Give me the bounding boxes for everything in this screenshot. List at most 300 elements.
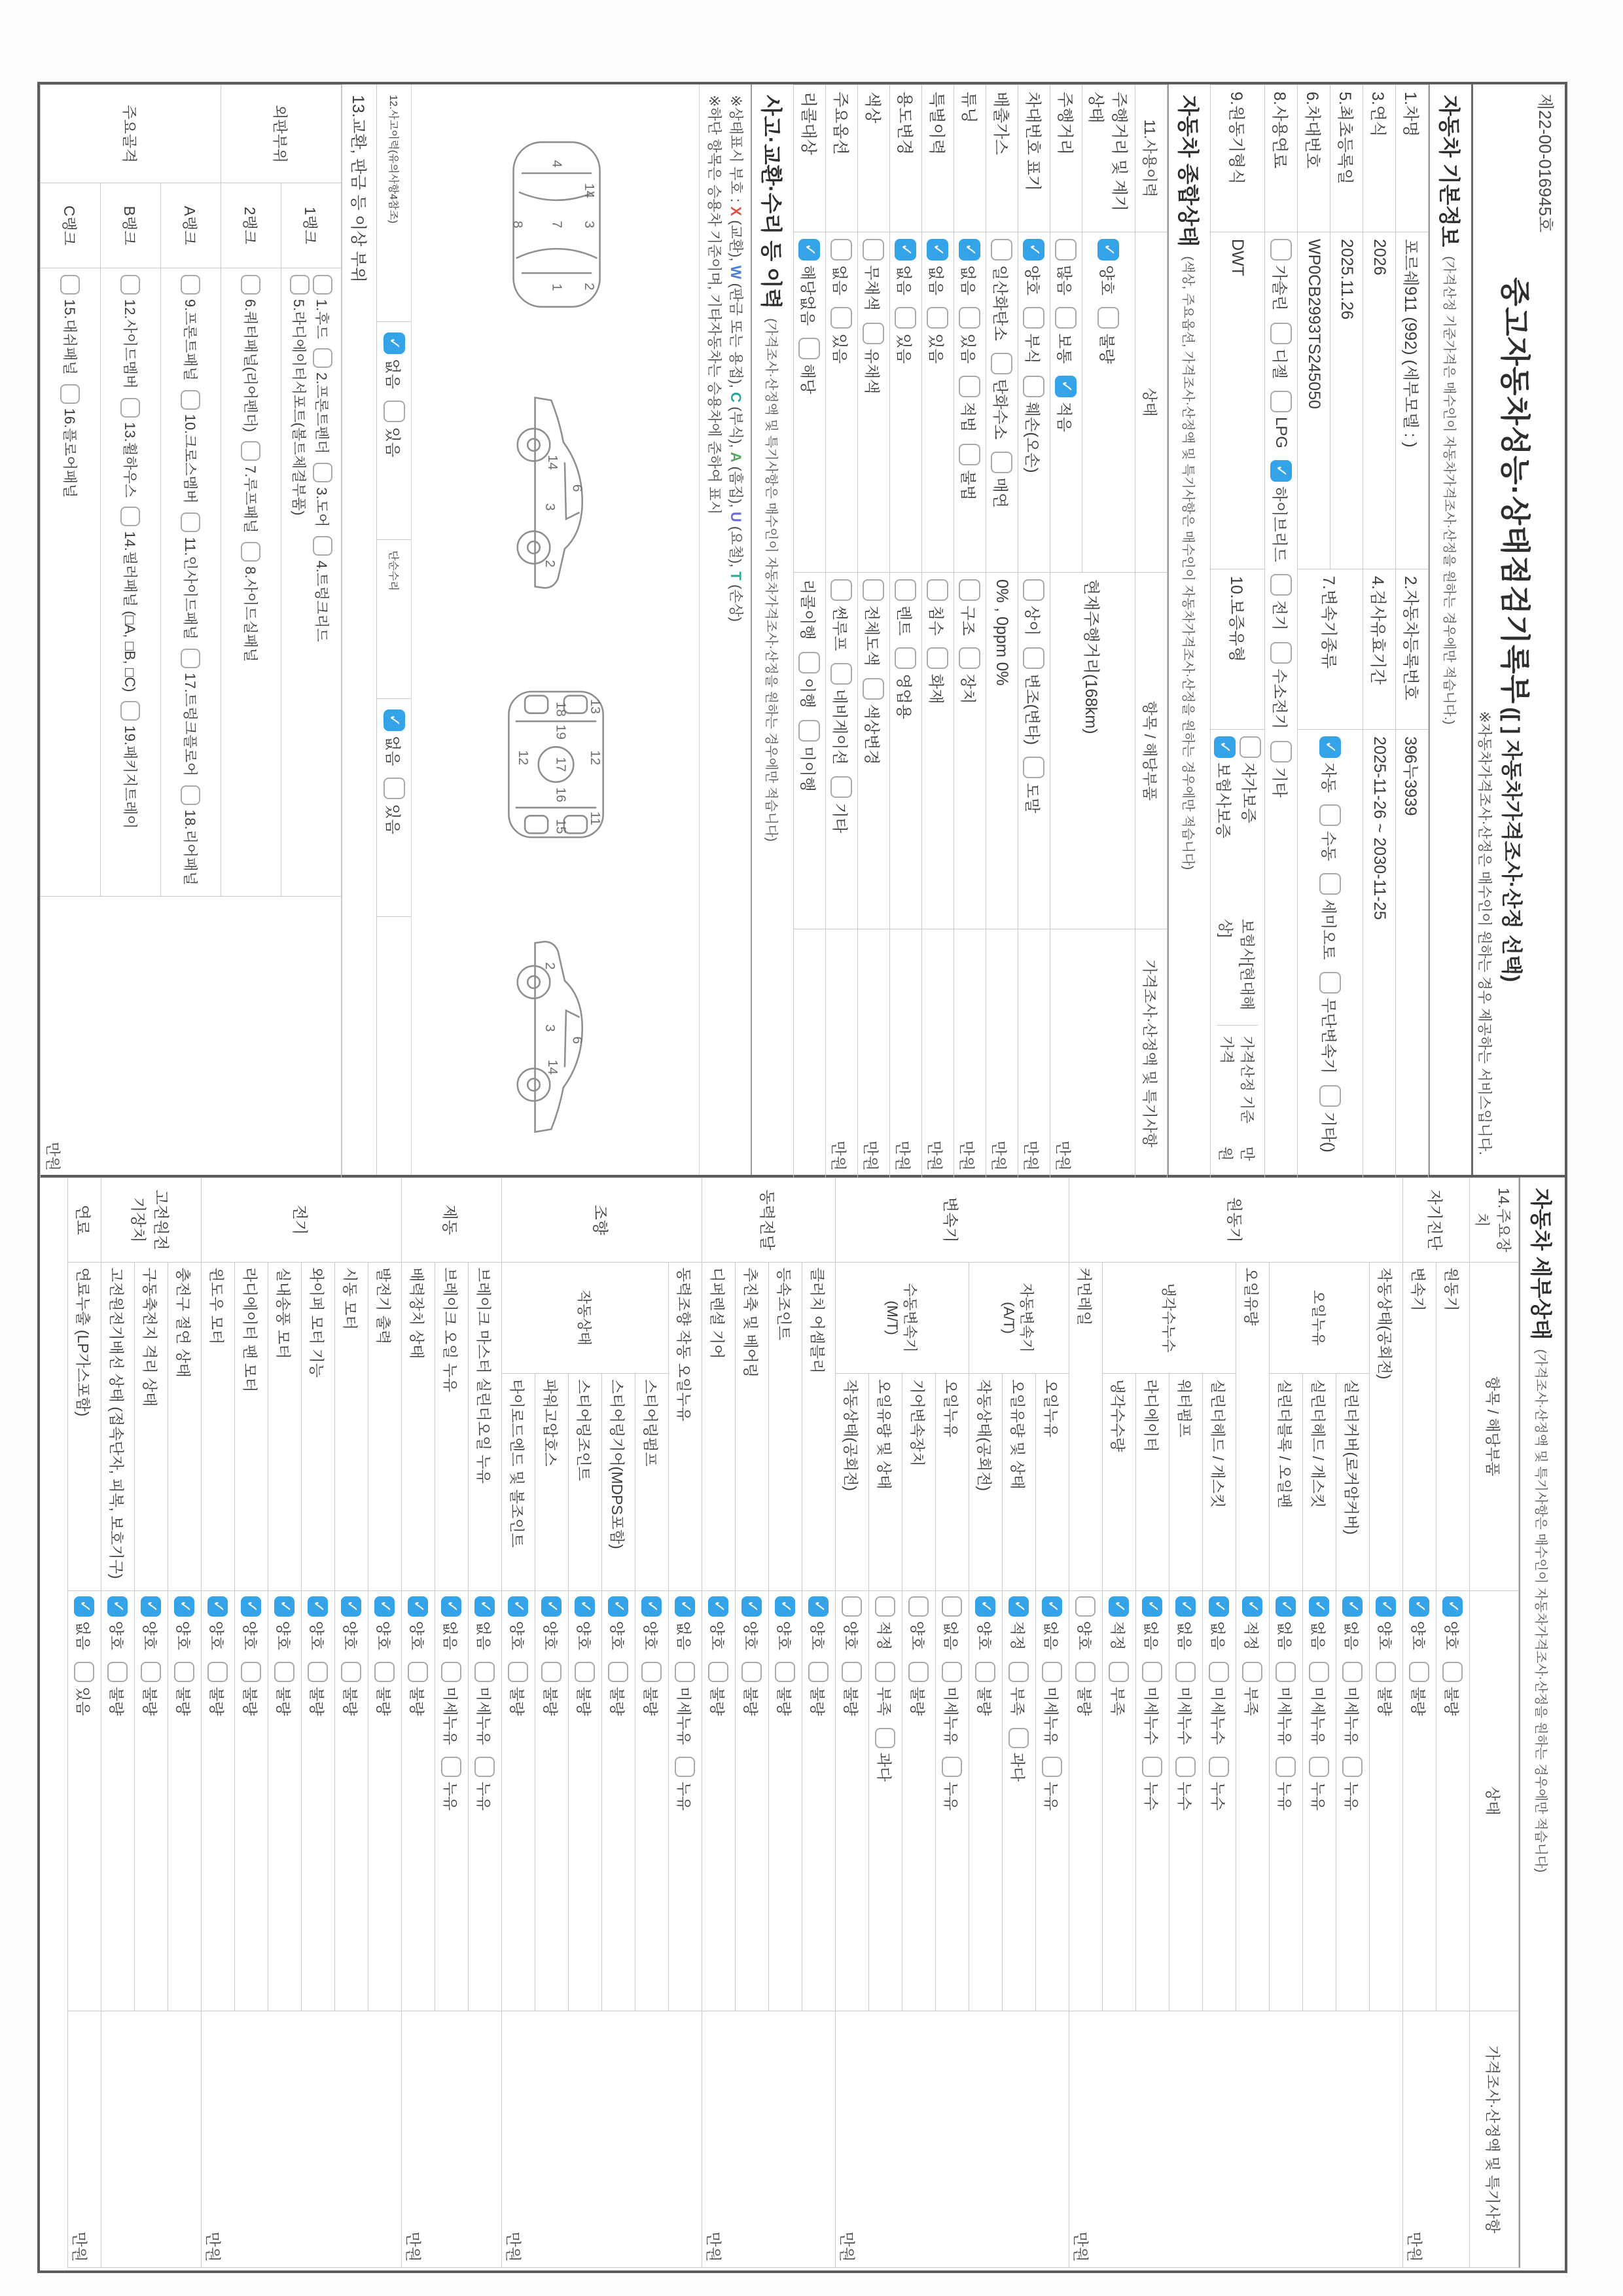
checkbox-option[interactable] [181,275,201,381]
unchecked-checkbox-icon[interactable] [408,1662,429,1682]
unchecked-checkbox-icon[interactable] [1043,1662,1063,1682]
unchecked-checkbox-icon[interactable] [75,1662,95,1682]
checkbox-option[interactable] [1270,323,1293,379]
unchecked-checkbox-icon[interactable] [895,307,916,329]
checked-checkbox-icon[interactable] [1055,376,1077,397]
checked-checkbox-icon[interactable] [976,1596,996,1617]
checkbox-option[interactable] [181,390,201,504]
unchecked-checkbox-icon[interactable] [1343,1757,1363,1777]
checkbox-option[interactable] [120,398,141,498]
checkbox-option[interactable] [1319,1085,1342,1152]
checkbox-option[interactable] [958,307,981,363]
checkbox-option[interactable] [675,1757,696,1810]
checkbox-option[interactable] [1008,1596,1030,1650]
checkbox-option[interactable] [1022,307,1045,363]
unchecked-checkbox-icon[interactable] [1209,1757,1230,1777]
checkbox-option[interactable] [241,1662,262,1715]
checkbox-option[interactable] [1376,1662,1397,1715]
checkbox-option[interactable] [1270,642,1293,729]
checkbox-option[interactable] [641,1662,663,1715]
checkbox-option[interactable] [60,275,80,375]
unchecked-checkbox-icon[interactable] [1097,307,1119,329]
unchecked-checkbox-icon[interactable] [1055,307,1077,329]
unchecked-checkbox-icon[interactable] [108,1662,128,1682]
unchecked-checkbox-icon[interactable] [1270,391,1292,412]
unchecked-checkbox-icon[interactable] [1343,1662,1363,1682]
unchecked-checkbox-icon[interactable] [1055,239,1077,260]
checkbox-option[interactable] [1175,1662,1197,1745]
unchecked-checkbox-icon[interactable] [375,1662,395,1682]
checked-checkbox-icon[interactable] [1214,736,1236,758]
checkbox-option[interactable] [830,307,853,363]
checkbox-option[interactable] [675,1662,696,1745]
unchecked-checkbox-icon[interactable] [1276,1757,1296,1777]
unchecked-checkbox-icon[interactable] [1209,1662,1230,1682]
checkbox-option[interactable] [313,275,333,339]
checkbox-option[interactable] [675,1596,696,1650]
checkbox-option[interactable] [1142,1596,1164,1650]
unchecked-checkbox-icon[interactable] [830,307,852,329]
checked-checkbox-icon[interactable] [275,1596,295,1617]
unchecked-checkbox-icon[interactable] [927,307,948,329]
checkbox-option[interactable] [1239,736,1262,823]
unchecked-checkbox-icon[interactable] [1310,1757,1330,1777]
checked-checkbox-icon[interactable] [75,1596,95,1617]
unchecked-checkbox-icon[interactable] [121,701,141,721]
checkbox-option[interactable] [958,579,981,636]
checkbox-option[interactable] [990,239,1013,341]
checkbox-option[interactable] [74,1596,96,1650]
checkbox-option[interactable] [830,579,853,651]
checkbox-option[interactable] [74,1662,96,1715]
unchecked-checkbox-icon[interactable] [290,275,310,295]
checkbox-option[interactable] [575,1662,596,1715]
checked-checkbox-icon[interactable] [1109,1596,1130,1617]
checkbox-option[interactable] [1022,376,1045,473]
unchecked-checkbox-icon[interactable] [876,1728,896,1748]
checkbox-option[interactable] [474,1662,496,1745]
checkbox-option[interactable] [1270,574,1293,630]
checkbox-option[interactable] [241,441,261,533]
checkbox-option[interactable] [141,1596,162,1650]
checkbox-option[interactable] [1242,1596,1264,1650]
unchecked-checkbox-icon[interactable] [876,1596,896,1617]
unchecked-checkbox-icon[interactable] [342,1662,362,1682]
checkbox-option[interactable] [1054,239,1077,295]
unchecked-checkbox-icon[interactable] [1023,376,1044,397]
checkbox-option[interactable] [708,1596,730,1650]
checkbox-option[interactable] [1042,1596,1063,1650]
checkbox-option[interactable] [798,338,821,394]
checkbox-option[interactable] [798,239,821,326]
unchecked-checkbox-icon[interactable] [1109,1662,1130,1682]
checkbox-option[interactable] [1275,1662,1297,1745]
checked-checkbox-icon[interactable] [442,1596,462,1617]
unchecked-checkbox-icon[interactable] [830,663,852,685]
unchecked-checkbox-icon[interactable] [1276,1662,1296,1682]
unchecked-checkbox-icon[interactable] [1270,323,1292,344]
checked-checkbox-icon[interactable] [809,1596,829,1617]
checkbox-option[interactable] [808,1596,830,1650]
unchecked-checkbox-icon[interactable] [1410,1662,1430,1682]
checkbox-option[interactable] [120,507,141,692]
checked-checkbox-icon[interactable] [642,1596,662,1617]
checkbox-option[interactable] [1319,736,1342,793]
checked-checkbox-icon[interactable] [1443,1596,1463,1617]
checkbox-option[interactable] [1275,1757,1297,1810]
checked-checkbox-icon[interactable] [342,1596,362,1617]
unchecked-checkbox-icon[interactable] [1243,1662,1263,1682]
checked-checkbox-icon[interactable] [776,1596,796,1617]
checkbox-option[interactable] [958,444,981,500]
checkbox-option[interactable] [1242,1662,1264,1715]
unchecked-checkbox-icon[interactable] [61,275,80,295]
checkbox-option[interactable] [241,1596,262,1650]
unchecked-checkbox-icon[interactable] [1319,1085,1341,1107]
checkbox-option[interactable] [708,1662,730,1715]
checkbox-option[interactable] [181,512,201,639]
checkbox-option[interactable] [608,1596,630,1650]
unchecked-checkbox-icon[interactable] [542,1662,562,1682]
checkbox-option[interactable] [1175,1757,1197,1810]
checkbox-option[interactable] [830,239,853,295]
unchecked-checkbox-icon[interactable] [709,1662,729,1682]
unchecked-checkbox-icon[interactable] [1023,579,1044,601]
unchecked-checkbox-icon[interactable] [830,776,852,798]
unchecked-checkbox-icon[interactable] [959,307,980,329]
checkbox-option[interactable] [908,1662,930,1715]
unchecked-checkbox-icon[interactable] [1009,1728,1029,1748]
checked-checkbox-icon[interactable] [1023,239,1044,260]
checked-checkbox-icon[interactable] [798,239,820,260]
checkbox-option[interactable] [313,463,333,527]
checkbox-option[interactable] [181,785,201,886]
checkbox-option[interactable] [1319,804,1342,861]
unchecked-checkbox-icon[interactable] [241,1662,262,1682]
checkbox-option[interactable] [875,1596,897,1650]
checked-checkbox-icon[interactable] [742,1596,762,1617]
unchecked-checkbox-icon[interactable] [909,1662,929,1682]
checkbox-option[interactable] [1075,1596,1097,1650]
unchecked-checkbox-icon[interactable] [175,1662,195,1682]
checkbox-option[interactable] [830,776,853,833]
unchecked-checkbox-icon[interactable] [1176,1757,1196,1777]
checked-checkbox-icon[interactable] [175,1596,195,1617]
unchecked-checkbox-icon[interactable] [927,647,948,669]
unchecked-checkbox-icon[interactable] [241,542,261,562]
checkbox-option[interactable] [1109,1662,1130,1715]
checkbox-option[interactable] [842,1662,863,1715]
checkbox-option[interactable] [775,1662,796,1715]
unchecked-checkbox-icon[interactable] [675,1662,696,1682]
unchecked-checkbox-icon[interactable] [1270,574,1292,596]
unchecked-checkbox-icon[interactable] [942,1662,963,1682]
checked-checkbox-icon[interactable] [1319,736,1341,758]
checkbox-option[interactable] [174,1596,196,1650]
unchecked-checkbox-icon[interactable] [1076,1596,1096,1617]
checkbox-option[interactable] [990,353,1013,440]
checkbox-option[interactable] [862,678,885,765]
checkbox-option[interactable] [341,1596,363,1650]
unchecked-checkbox-icon[interactable] [798,338,820,359]
checkbox-option[interactable] [1097,307,1120,363]
checkbox-option[interactable] [1270,239,1293,311]
unchecked-checkbox-icon[interactable] [863,678,884,700]
checkbox-option[interactable] [926,307,949,363]
checked-checkbox-icon[interactable] [1343,1596,1363,1617]
checkbox-option[interactable] [1342,1757,1364,1810]
unchecked-checkbox-icon[interactable] [121,398,141,418]
checkbox-option[interactable] [141,1662,162,1715]
unchecked-checkbox-icon[interactable] [742,1662,762,1682]
unchecked-checkbox-icon[interactable] [141,1662,162,1682]
checked-checkbox-icon[interactable] [1097,239,1119,260]
unchecked-checkbox-icon[interactable] [508,1662,529,1682]
unchecked-checkbox-icon[interactable] [241,275,261,295]
checkbox-option[interactable] [313,536,333,642]
unchecked-checkbox-icon[interactable] [809,1662,829,1682]
checkbox-option[interactable] [1175,1596,1197,1650]
checkbox-option[interactable] [541,1596,563,1650]
unchecked-checkbox-icon[interactable] [1143,1757,1163,1777]
checkbox-option[interactable] [383,332,406,389]
checked-checkbox-icon[interactable] [709,1596,729,1617]
unchecked-checkbox-icon[interactable] [1076,1662,1096,1682]
unchecked-checkbox-icon[interactable] [313,348,332,368]
checkbox-option[interactable] [741,1662,763,1715]
checkbox-option[interactable] [958,647,981,704]
checked-checkbox-icon[interactable] [141,1596,162,1617]
unchecked-checkbox-icon[interactable] [1319,873,1341,895]
checkbox-option[interactable] [798,720,821,792]
unchecked-checkbox-icon[interactable] [959,376,980,397]
unchecked-checkbox-icon[interactable] [181,275,201,295]
checkbox-option[interactable] [1409,1596,1431,1650]
checkbox-option[interactable] [1213,736,1236,838]
checkbox-option[interactable] [1042,1662,1063,1745]
checked-checkbox-icon[interactable] [1276,1596,1296,1617]
checkbox-option[interactable] [1109,1596,1130,1650]
checkbox-option[interactable] [862,579,885,666]
unchecked-checkbox-icon[interactable] [1176,1662,1196,1682]
checkbox-option[interactable] [408,1596,429,1650]
checked-checkbox-icon[interactable] [108,1596,128,1617]
unchecked-checkbox-icon[interactable] [1143,1662,1163,1682]
checkbox-option[interactable] [308,1596,329,1650]
checked-checkbox-icon[interactable] [475,1596,495,1617]
checked-checkbox-icon[interactable] [383,332,405,354]
unchecked-checkbox-icon[interactable] [991,239,1012,260]
checkbox-option[interactable] [958,376,981,432]
checkbox-option[interactable] [1275,1596,1297,1650]
checkbox-option[interactable] [474,1596,496,1650]
checkbox-option[interactable] [383,401,406,457]
checkbox-option[interactable] [1309,1596,1330,1650]
unchecked-checkbox-icon[interactable] [275,1662,295,1682]
checkbox-option[interactable] [441,1757,463,1810]
unchecked-checkbox-icon[interactable] [383,401,405,422]
unchecked-checkbox-icon[interactable] [1023,647,1044,669]
unchecked-checkbox-icon[interactable] [927,579,948,601]
unchecked-checkbox-icon[interactable] [909,1596,929,1617]
unchecked-checkbox-icon[interactable] [475,1757,495,1777]
checkbox-option[interactable] [875,1662,897,1715]
checkbox-option[interactable] [1022,579,1045,636]
checked-checkbox-icon[interactable] [1243,1596,1263,1617]
checkbox-option[interactable] [60,384,80,498]
unchecked-checkbox-icon[interactable] [895,579,916,601]
checkbox-option[interactable] [383,778,406,834]
checked-checkbox-icon[interactable] [1410,1596,1430,1617]
checkbox-option[interactable] [1319,972,1342,1074]
checkbox-option[interactable] [441,1662,463,1745]
checkbox-option[interactable] [926,579,949,636]
unchecked-checkbox-icon[interactable] [181,390,201,410]
checkbox-option[interactable] [1142,1757,1164,1810]
checked-checkbox-icon[interactable] [408,1596,429,1617]
checked-checkbox-icon[interactable] [1376,1596,1397,1617]
checked-checkbox-icon[interactable] [508,1596,529,1617]
unchecked-checkbox-icon[interactable] [942,1757,963,1777]
checkbox-option[interactable] [1309,1757,1330,1810]
checkbox-option[interactable] [1442,1662,1464,1715]
checkbox-option[interactable] [1075,1662,1097,1715]
checkbox-option[interactable] [894,239,917,295]
checked-checkbox-icon[interactable] [959,239,980,260]
checkbox-option[interactable] [862,239,885,311]
unchecked-checkbox-icon[interactable] [863,239,884,260]
checkbox-option[interactable] [894,647,917,719]
checkbox-option[interactable] [830,663,853,765]
unchecked-checkbox-icon[interactable] [383,778,405,799]
unchecked-checkbox-icon[interactable] [575,1662,596,1682]
checkbox-option[interactable] [1054,376,1077,432]
checkbox-option[interactable] [1270,391,1292,448]
unchecked-checkbox-icon[interactable] [642,1662,662,1682]
unchecked-checkbox-icon[interactable] [675,1757,696,1777]
unchecked-checkbox-icon[interactable] [308,1662,329,1682]
unchecked-checkbox-icon[interactable] [1319,804,1341,826]
checkbox-option[interactable] [1042,1757,1063,1810]
checkbox-option[interactable] [341,1662,363,1715]
checkbox-option[interactable] [541,1662,563,1715]
checkbox-option[interactable] [508,1596,529,1650]
unchecked-checkbox-icon[interactable] [61,384,80,404]
checked-checkbox-icon[interactable] [1270,460,1292,482]
unchecked-checkbox-icon[interactable] [1310,1662,1330,1682]
checkbox-option[interactable] [120,701,141,829]
checked-checkbox-icon[interactable] [575,1596,596,1617]
unchecked-checkbox-icon[interactable] [1443,1662,1463,1682]
unchecked-checkbox-icon[interactable] [976,1662,996,1682]
checkbox-option[interactable] [894,307,917,363]
checkbox-option[interactable] [1097,239,1120,295]
unchecked-checkbox-icon[interactable] [181,649,201,668]
checkbox-option[interactable] [808,1662,830,1715]
checkbox-option[interactable] [207,1596,229,1650]
unchecked-checkbox-icon[interactable] [442,1662,462,1682]
checkbox-option[interactable] [958,239,981,295]
checkbox-option[interactable] [1342,1596,1364,1650]
unchecked-checkbox-icon[interactable] [942,1596,963,1617]
checkbox-option[interactable] [1209,1757,1230,1810]
checkbox-option[interactable] [1008,1728,1030,1782]
checkbox-option[interactable] [1409,1662,1431,1715]
checkbox-option[interactable] [383,709,406,766]
unchecked-checkbox-icon[interactable] [1319,972,1341,994]
checked-checkbox-icon[interactable] [383,709,405,731]
unchecked-checkbox-icon[interactable] [1023,757,1044,778]
unchecked-checkbox-icon[interactable] [876,1662,896,1682]
unchecked-checkbox-icon[interactable] [830,239,852,260]
unchecked-checkbox-icon[interactable] [208,1662,228,1682]
checkbox-option[interactable] [474,1757,496,1810]
checkbox-option[interactable] [990,452,1013,508]
checked-checkbox-icon[interactable] [609,1596,629,1617]
checked-checkbox-icon[interactable] [1176,1596,1196,1617]
checkbox-option[interactable] [975,1596,997,1650]
checkbox-option[interactable] [842,1596,863,1650]
unchecked-checkbox-icon[interactable] [1376,1662,1397,1682]
checked-checkbox-icon[interactable] [1310,1596,1330,1617]
checkbox-option[interactable] [926,647,949,704]
unchecked-checkbox-icon[interactable] [609,1662,629,1682]
checkbox-option[interactable] [241,275,261,432]
checkbox-option[interactable] [274,1596,296,1650]
unchecked-checkbox-icon[interactable] [830,579,852,601]
unchecked-checkbox-icon[interactable] [895,647,916,669]
checkbox-option[interactable] [741,1596,763,1650]
unchecked-checkbox-icon[interactable] [241,441,261,461]
checkbox-option[interactable] [181,649,201,776]
checkbox-option[interactable] [241,542,261,662]
unchecked-checkbox-icon[interactable] [313,536,332,556]
unchecked-checkbox-icon[interactable] [181,785,201,805]
unchecked-checkbox-icon[interactable] [1023,307,1044,329]
checkbox-option[interactable] [641,1596,663,1650]
checkbox-option[interactable] [942,1757,963,1810]
unchecked-checkbox-icon[interactable] [313,463,332,482]
unchecked-checkbox-icon[interactable] [181,512,201,532]
unchecked-checkbox-icon[interactable] [1240,736,1261,758]
checkbox-option[interactable] [908,1596,930,1650]
checkbox-option[interactable] [942,1596,963,1650]
checkbox-option[interactable] [1022,239,1045,295]
checkbox-option[interactable] [1309,1662,1330,1745]
checked-checkbox-icon[interactable] [675,1596,696,1617]
checkbox-option[interactable] [775,1596,796,1650]
checkbox-option[interactable] [1022,647,1045,745]
unchecked-checkbox-icon[interactable] [1043,1757,1063,1777]
unchecked-checkbox-icon[interactable] [313,275,332,295]
unchecked-checkbox-icon[interactable] [991,452,1012,473]
checked-checkbox-icon[interactable] [1009,1596,1029,1617]
unchecked-checkbox-icon[interactable] [121,507,141,526]
unchecked-checkbox-icon[interactable] [798,652,820,673]
checked-checkbox-icon[interactable] [1143,1596,1163,1617]
checked-checkbox-icon[interactable] [308,1596,329,1617]
checkbox-option[interactable] [1054,307,1077,363]
checkbox-option[interactable] [1142,1662,1164,1745]
checkbox-option[interactable] [1270,460,1293,562]
checkbox-option[interactable] [875,1728,897,1782]
checkbox-option[interactable] [1319,873,1342,960]
checked-checkbox-icon[interactable] [375,1596,395,1617]
checkbox-option[interactable] [1209,1662,1230,1745]
checked-checkbox-icon[interactable] [1209,1596,1230,1617]
checkbox-option[interactable] [207,1662,229,1715]
unchecked-checkbox-icon[interactable] [776,1662,796,1682]
